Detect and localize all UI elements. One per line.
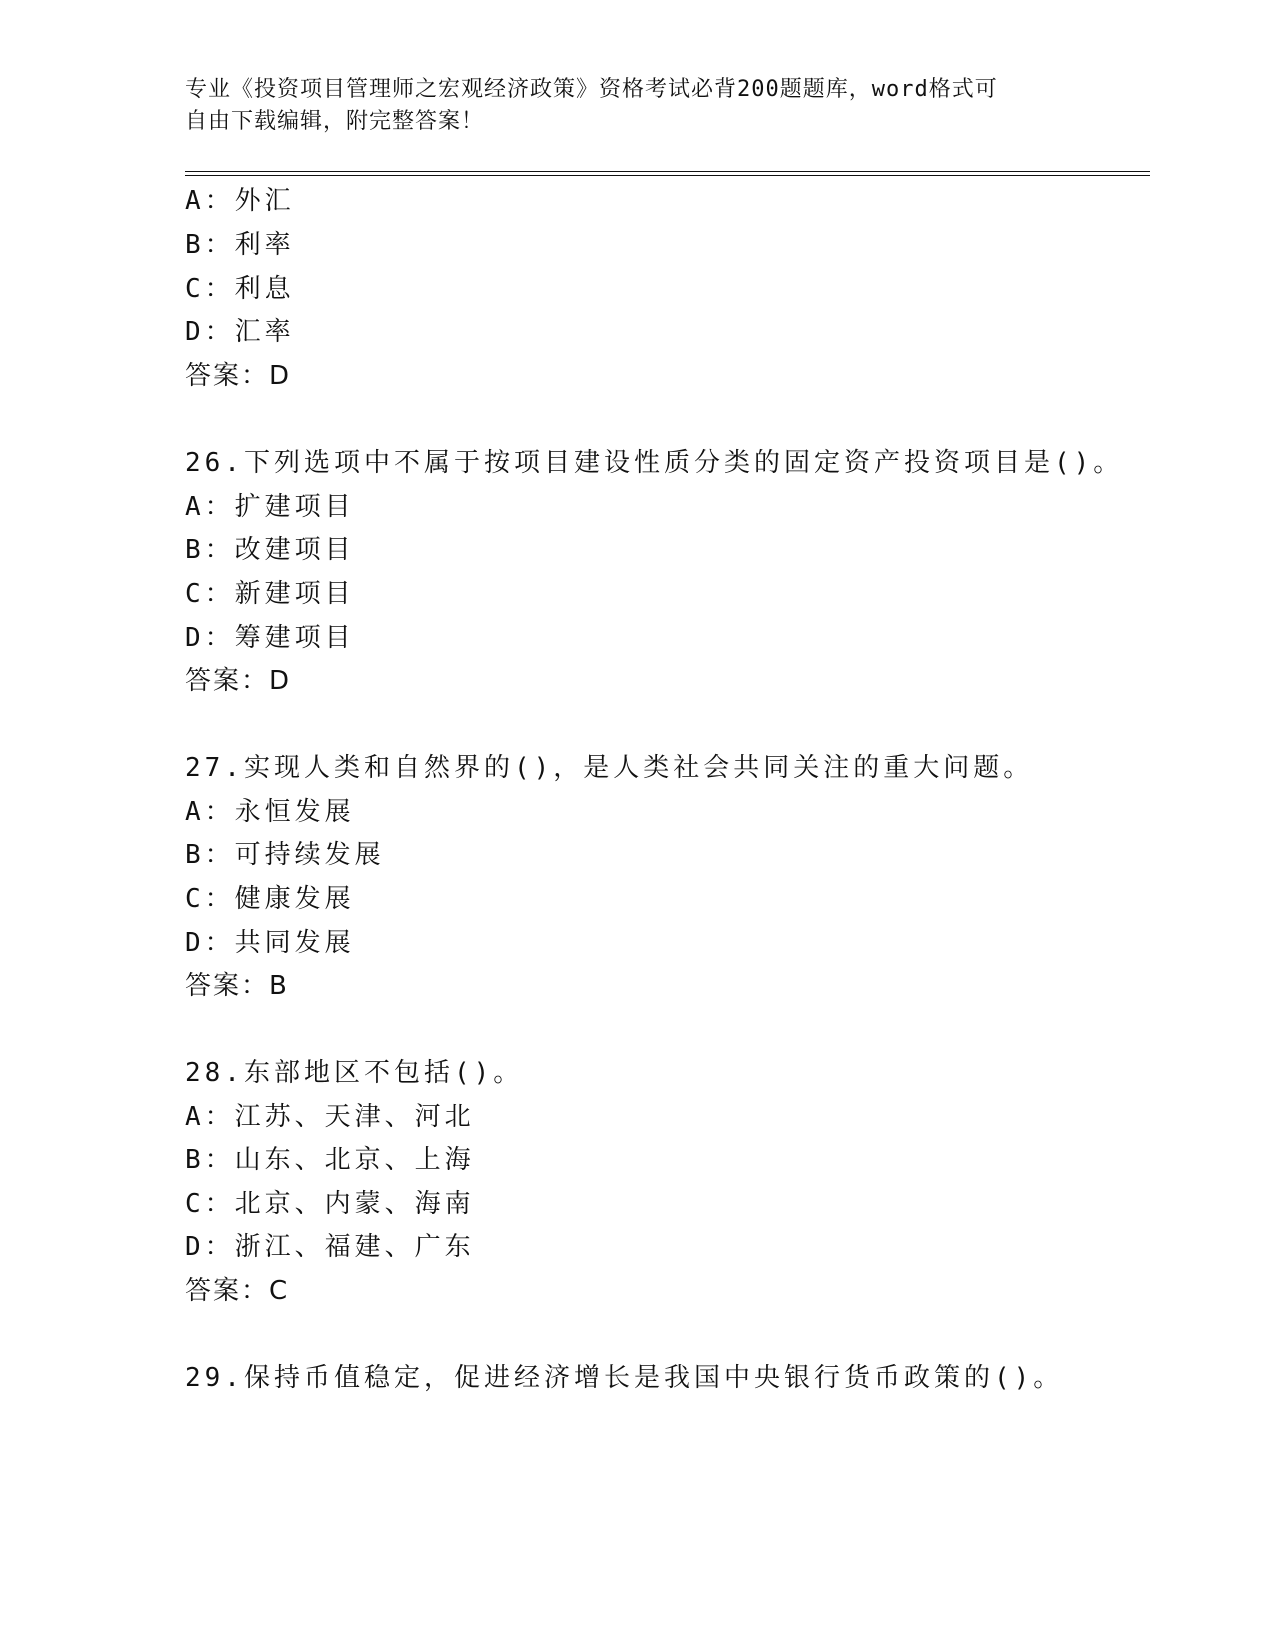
q28-answer: 答案：C <box>185 1276 290 1306</box>
q27-option-a: A：永恒发展 <box>185 797 355 827</box>
q26-option-d: D：筹建项目 <box>185 623 355 653</box>
q28-option-c: C：北京、内蒙、海南 <box>185 1189 475 1219</box>
q26-option-c: C：新建项目 <box>185 579 355 609</box>
header-rule-top <box>185 171 1150 172</box>
q28-stem: 28.东部地区不包括()。 <box>185 1058 524 1088</box>
q26-option-b: B：改建项目 <box>185 535 355 565</box>
q26-option-a: A：扩建项目 <box>185 492 355 522</box>
q27-stem: 27.实现人类和自然界的()，是人类社会共同关注的重大问题。 <box>185 753 1034 783</box>
q25-option-b: B：利率 <box>185 230 295 260</box>
q27-option-d: D：共同发展 <box>185 928 355 958</box>
q27-option-c: C：健康发展 <box>185 884 355 914</box>
q25-option-a: A：外汇 <box>185 186 295 216</box>
q27-answer: 答案：B <box>185 971 289 1001</box>
q26-answer: 答案：D <box>185 666 292 696</box>
q28-option-a: A：江苏、天津、河北 <box>185 1102 475 1132</box>
q25-option-c: C：利息 <box>185 274 295 304</box>
q29-stem: 29.保持币值稳定，促进经济增长是我国中央银行货币政策的()。 <box>185 1363 1064 1393</box>
q27-option-b: B：可持续发展 <box>185 840 385 870</box>
header-line-2: 自由下载编辑，附完整答案！ <box>185 109 485 134</box>
q25-option-d: D：汇率 <box>185 317 295 347</box>
document-header <box>185 74 1065 138</box>
q28-option-d: D：浙江、福建、广东 <box>185 1232 475 1262</box>
q26-stem: 26.下列选项中不属于按项目建设性质分类的固定资产投资项目是()。 <box>185 448 1124 478</box>
q28-option-b: B：山东、北京、上海 <box>185 1145 475 1175</box>
header-rule-bottom <box>185 175 1150 176</box>
q25-answer: 答案：D <box>185 361 292 391</box>
header-line-1: 专业《投资项目管理师之宏观经济政策》资格考试必背200题题库，word格式可 <box>185 77 998 102</box>
